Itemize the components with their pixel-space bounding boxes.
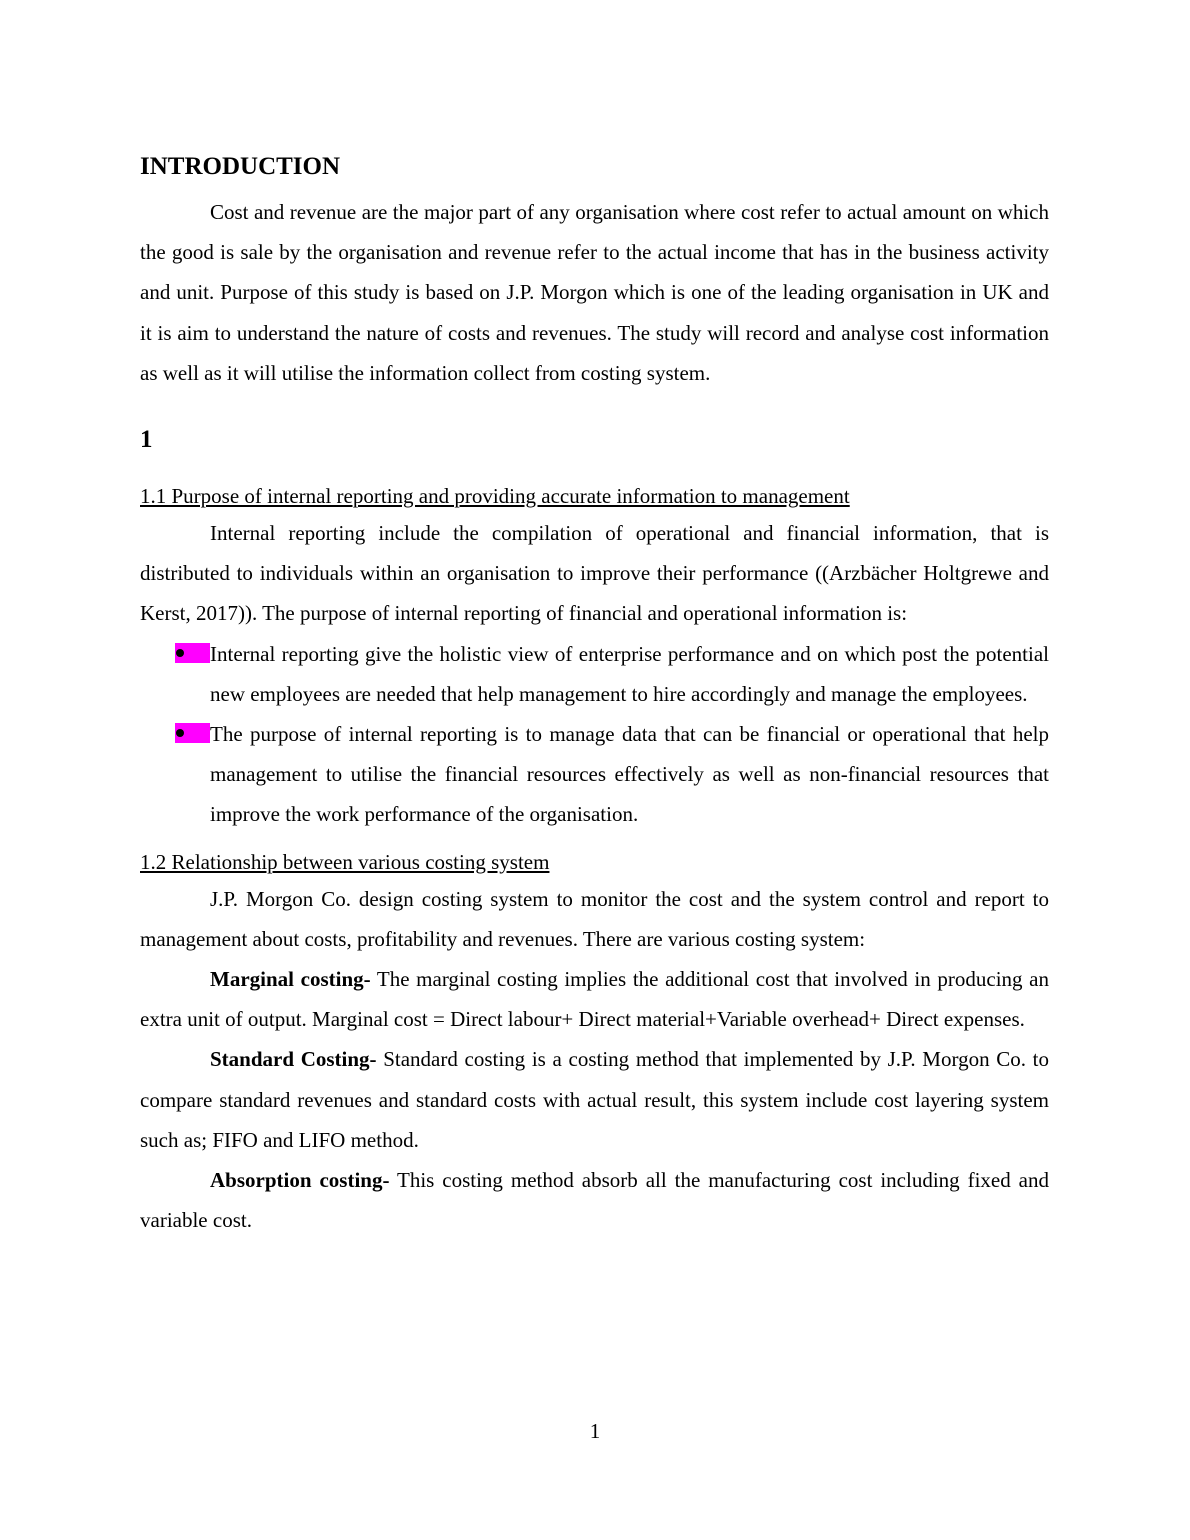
absorption-costing-paragraph <box>140 1160 1049 1240</box>
section-1-2-paragraph: J.P. Morgon Co. design costing system to monitor the cost and the system control and report to management about costs, profitability and revenues. There are various costing system: <box>140 886 1049 951</box>
list-item <box>140 714 1049 835</box>
bullet-text: Internal reporting give the holistic view of enterprise performance and on which post the potential new employees are needed that help management to hire accordingly and manage the employees. <box>210 641 1049 706</box>
section-number: 1 <box>140 426 153 454</box>
standard-costing-text: Standard costing is a costing method that implemented by J.P. Morgon Co. to compare standard revenues and standard costs with actual result, this system include cost layering system such as; FIFO and LIFO method. <box>140 1047 1049 1152</box>
absorption-costing-term: Absorption costing- <box>210 1168 390 1193</box>
intro-heading: INTRODUCTION <box>140 153 341 180</box>
section-1-1-title: 1.1 Purpose of internal reporting and providing accurate information to management <box>140 484 850 509</box>
document-page <box>140 150 1049 1240</box>
bullet-icon <box>175 723 210 743</box>
bullet-icon <box>175 643 210 663</box>
standard-costing-paragraph <box>140 1039 1049 1160</box>
section-1-1-paragraph: Internal reporting include the compilation of operational and financial information, that is distributed to individuals within an organisation to improve their performance ((Arzbächer Holtgrewe and Kerst, 2017)). The purpose of internal reporting of financial and operational information is: <box>140 521 1049 626</box>
bullet-text: The purpose of internal reporting is to manage data that can be financial or operational that help management to utilise the financial resources effectively as well as non-financial resources that improve the work performance of the organisation. <box>210 722 1049 827</box>
absorption-costing-text: This costing method absorb all the manufacturing cost including fixed and variable cost. <box>140 1168 1049 1233</box>
section-1-2-title: 1.2 Relationship between various costing system <box>140 849 550 874</box>
marginal-costing-paragraph <box>140 959 1049 1039</box>
page-number: 1 <box>589 1419 601 1443</box>
standard-costing-term: Standard Costing- <box>210 1047 377 1072</box>
marginal-costing-term: Marginal costing- <box>210 967 371 992</box>
marginal-costing-text: The marginal costing implies the additional cost that involved in producing an extra unit of output. Marginal cost = Direct labour+ Direct material+Variable overhead+ Direct expenses. <box>140 967 1049 1032</box>
bullet-list <box>140 634 1049 835</box>
list-item <box>140 634 1049 714</box>
intro-paragraph: Cost and revenue are the major part of any organisation where cost refer to actual amount on which the good is sale by the organisation and revenue refer to the actual income that has in the business activity and unit. Purpose of this study is based on J.P. Morgon which is one of the leading organisation in UK and it is aim to understand the nature of costs and revenues. The study will record and analyse cost information as well as it will utilise the information collect from costing system. <box>140 200 1049 385</box>
